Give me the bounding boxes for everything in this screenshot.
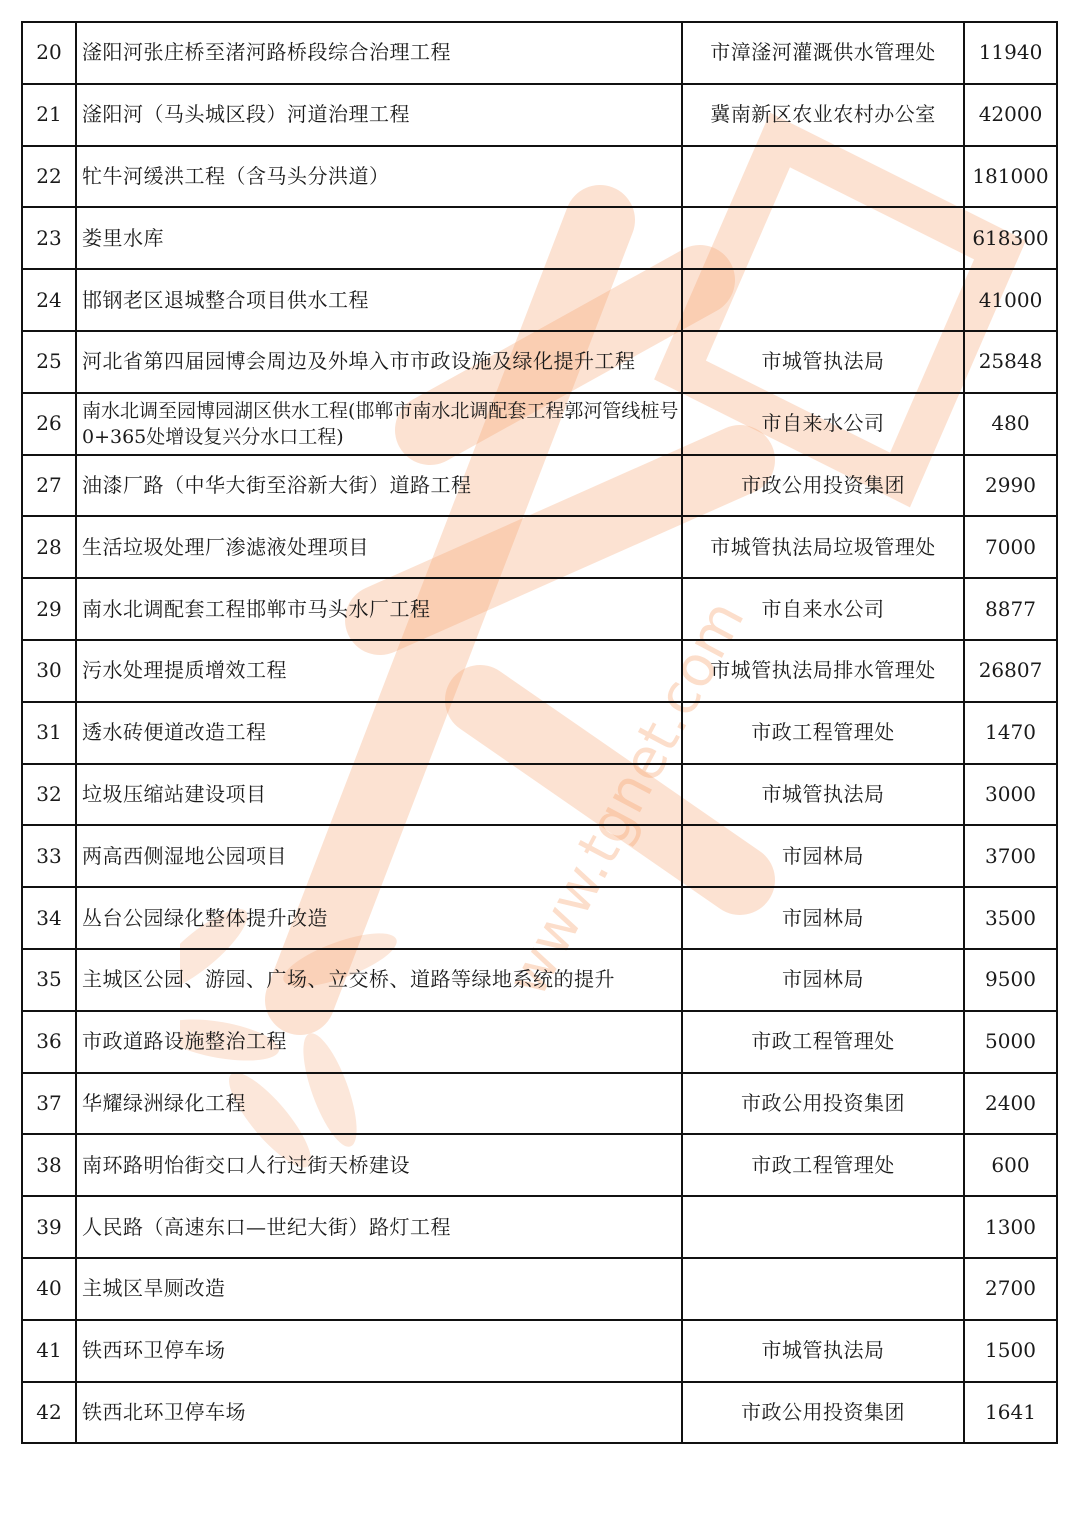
investment-amount-cell: 25848 <box>964 331 1057 393</box>
project-name-cell: 污水处理提质增效工程 <box>76 640 682 702</box>
responsible-unit-cell: 市城管执法局 <box>682 764 964 826</box>
table-row <box>22 393 1057 455</box>
table-row <box>22 887 1057 949</box>
table-row <box>22 516 1057 578</box>
row-number-cell: 36 <box>22 1011 76 1073</box>
investment-amount-cell: 3500 <box>964 887 1057 949</box>
project-name-cell: 丛台公园绿化整体提升改造 <box>76 887 682 949</box>
responsible-unit-cell: 市政工程管理处 <box>682 1011 964 1073</box>
project-name-cell: 华耀绿洲绿化工程 <box>76 1073 682 1135</box>
responsible-unit-cell: 市政公用投资集团 <box>682 455 964 517</box>
investment-amount-cell: 3700 <box>964 825 1057 887</box>
project-name-cell: 滏阳河张庄桥至渚河路桥段综合治理工程 <box>76 22 682 84</box>
responsible-unit-cell: 市自来水公司 <box>682 578 964 640</box>
table-row <box>22 1320 1057 1382</box>
investment-amount-cell: 8877 <box>964 578 1057 640</box>
row-number-cell: 23 <box>22 207 76 269</box>
project-name-cell: 垃圾压缩站建设项目 <box>76 764 682 826</box>
table-row <box>22 1196 1057 1258</box>
project-name-cell: 邯钢老区退城整合项目供水工程 <box>76 269 682 331</box>
responsible-unit-cell: 市政工程管理处 <box>682 702 964 764</box>
responsible-unit-cell <box>682 1196 964 1258</box>
investment-amount-cell: 26807 <box>964 640 1057 702</box>
table-row <box>22 1134 1057 1196</box>
table-row <box>22 702 1057 764</box>
responsible-unit-cell <box>682 146 964 208</box>
row-number-cell: 28 <box>22 516 76 578</box>
investment-amount-cell: 5000 <box>964 1011 1057 1073</box>
investment-amount-cell: 42000 <box>964 84 1057 146</box>
watermark-url: www.tgnet.com <box>494 590 758 1007</box>
project-name-cell: 主城区旱厕改造 <box>76 1258 682 1320</box>
project-name-cell: 南环路明怡街交口人行过街天桥建设 <box>76 1134 682 1196</box>
project-name-cell: 牤牛河缓洪工程（含马头分洪道） <box>76 146 682 208</box>
responsible-unit-cell: 市城管执法局 <box>682 1320 964 1382</box>
table-row <box>22 1382 1057 1444</box>
investment-amount-cell: 1300 <box>964 1196 1057 1258</box>
row-number-cell: 38 <box>22 1134 76 1196</box>
project-name-cell: 河北省第四届园博会周边及外埠入市市政设施及绿化提升工程 <box>76 331 682 393</box>
row-number-cell: 21 <box>22 84 76 146</box>
responsible-unit-cell: 市政公用投资集团 <box>682 1382 964 1444</box>
table-row <box>22 22 1057 84</box>
project-name-cell: 娄里水库 <box>76 207 682 269</box>
investment-amount-cell: 618300 <box>964 207 1057 269</box>
project-table-body <box>22 22 1057 1443</box>
responsible-unit-cell: 市园林局 <box>682 887 964 949</box>
table-row <box>22 331 1057 393</box>
investment-amount-cell: 1470 <box>964 702 1057 764</box>
investment-amount-cell: 9500 <box>964 949 1057 1011</box>
row-number-cell: 35 <box>22 949 76 1011</box>
project-name-cell: 两高西侧湿地公园项目 <box>76 825 682 887</box>
investment-amount-cell: 41000 <box>964 269 1057 331</box>
investment-amount-cell: 1641 <box>964 1382 1057 1444</box>
row-number-cell: 40 <box>22 1258 76 1320</box>
table-row <box>22 455 1057 517</box>
row-number-cell: 29 <box>22 578 76 640</box>
responsible-unit-cell: 市政公用投资集团 <box>682 1073 964 1135</box>
responsible-unit-cell: 市城管执法局 <box>682 331 964 393</box>
table-row <box>22 146 1057 208</box>
row-number-cell: 39 <box>22 1196 76 1258</box>
project-name-cell: 南水北调配套工程邯郸市马头水厂工程 <box>76 578 682 640</box>
investment-amount-cell: 3000 <box>964 764 1057 826</box>
row-number-cell: 20 <box>22 22 76 84</box>
row-number-cell: 41 <box>22 1320 76 1382</box>
table-row <box>22 949 1057 1011</box>
responsible-unit-cell: 市漳滏河灌溉供水管理处 <box>682 22 964 84</box>
row-number-cell: 32 <box>22 764 76 826</box>
investment-amount-cell: 1500 <box>964 1320 1057 1382</box>
row-number-cell: 42 <box>22 1382 76 1444</box>
row-number-cell: 34 <box>22 887 76 949</box>
responsible-unit-cell: 市自来水公司 <box>682 393 964 455</box>
project-name-cell: 生活垃圾处理厂渗滤液处理项目 <box>76 516 682 578</box>
project-name-cell: 铁西北环卫停车场 <box>76 1382 682 1444</box>
table-row <box>22 1011 1057 1073</box>
responsible-unit-cell: 市城管执法局垃圾管理处 <box>682 516 964 578</box>
table-row <box>22 825 1057 887</box>
row-number-cell: 25 <box>22 331 76 393</box>
responsible-unit-cell: 市园林局 <box>682 825 964 887</box>
project-name-cell: 南水北调至园博园湖区供水工程(邯郸市南水北调配套工程郭河管线桩号0+365处增设复兴分水口工程) <box>76 393 682 455</box>
row-number-cell: 27 <box>22 455 76 517</box>
project-name-cell: 铁西环卫停车场 <box>76 1320 682 1382</box>
row-number-cell: 30 <box>22 640 76 702</box>
investment-amount-cell: 600 <box>964 1134 1057 1196</box>
table-row <box>22 640 1057 702</box>
project-name-cell: 透水砖便道改造工程 <box>76 702 682 764</box>
project-name-cell: 市政道路设施整治工程 <box>76 1011 682 1073</box>
investment-amount-cell: 2700 <box>964 1258 1057 1320</box>
project-name-cell: 油漆厂路（中华大街至浴新大街）道路工程 <box>76 455 682 517</box>
responsible-unit-cell: 冀南新区农业农村办公室 <box>682 84 964 146</box>
project-table <box>21 21 1058 1444</box>
row-number-cell: 24 <box>22 269 76 331</box>
project-name-cell: 滏阳河（马头城区段）河道治理工程 <box>76 84 682 146</box>
investment-amount-cell: 11940 <box>964 22 1057 84</box>
table-row <box>22 84 1057 146</box>
responsible-unit-cell: 市政工程管理处 <box>682 1134 964 1196</box>
investment-amount-cell: 2400 <box>964 1073 1057 1135</box>
responsible-unit-cell <box>682 269 964 331</box>
row-number-cell: 33 <box>22 825 76 887</box>
investment-amount-cell: 7000 <box>964 516 1057 578</box>
table-row <box>22 1073 1057 1135</box>
row-number-cell: 22 <box>22 146 76 208</box>
table-row <box>22 269 1057 331</box>
table-row <box>22 207 1057 269</box>
project-name-cell: 主城区公园、游园、广场、立交桥、道路等绿地系统的提升 <box>76 949 682 1011</box>
investment-amount-cell: 181000 <box>964 146 1057 208</box>
investment-amount-cell: 480 <box>964 393 1057 455</box>
project-name-cell: 人民路（高速东口—世纪大街）路灯工程 <box>76 1196 682 1258</box>
responsible-unit-cell <box>682 207 964 269</box>
row-number-cell: 26 <box>22 393 76 455</box>
responsible-unit-cell: 市城管执法局排水管理处 <box>682 640 964 702</box>
table-row <box>22 578 1057 640</box>
row-number-cell: 37 <box>22 1073 76 1135</box>
table-row <box>22 764 1057 826</box>
row-number-cell: 31 <box>22 702 76 764</box>
table-row <box>22 1258 1057 1320</box>
responsible-unit-cell: 市园林局 <box>682 949 964 1011</box>
responsible-unit-cell <box>682 1258 964 1320</box>
investment-amount-cell: 2990 <box>964 455 1057 517</box>
